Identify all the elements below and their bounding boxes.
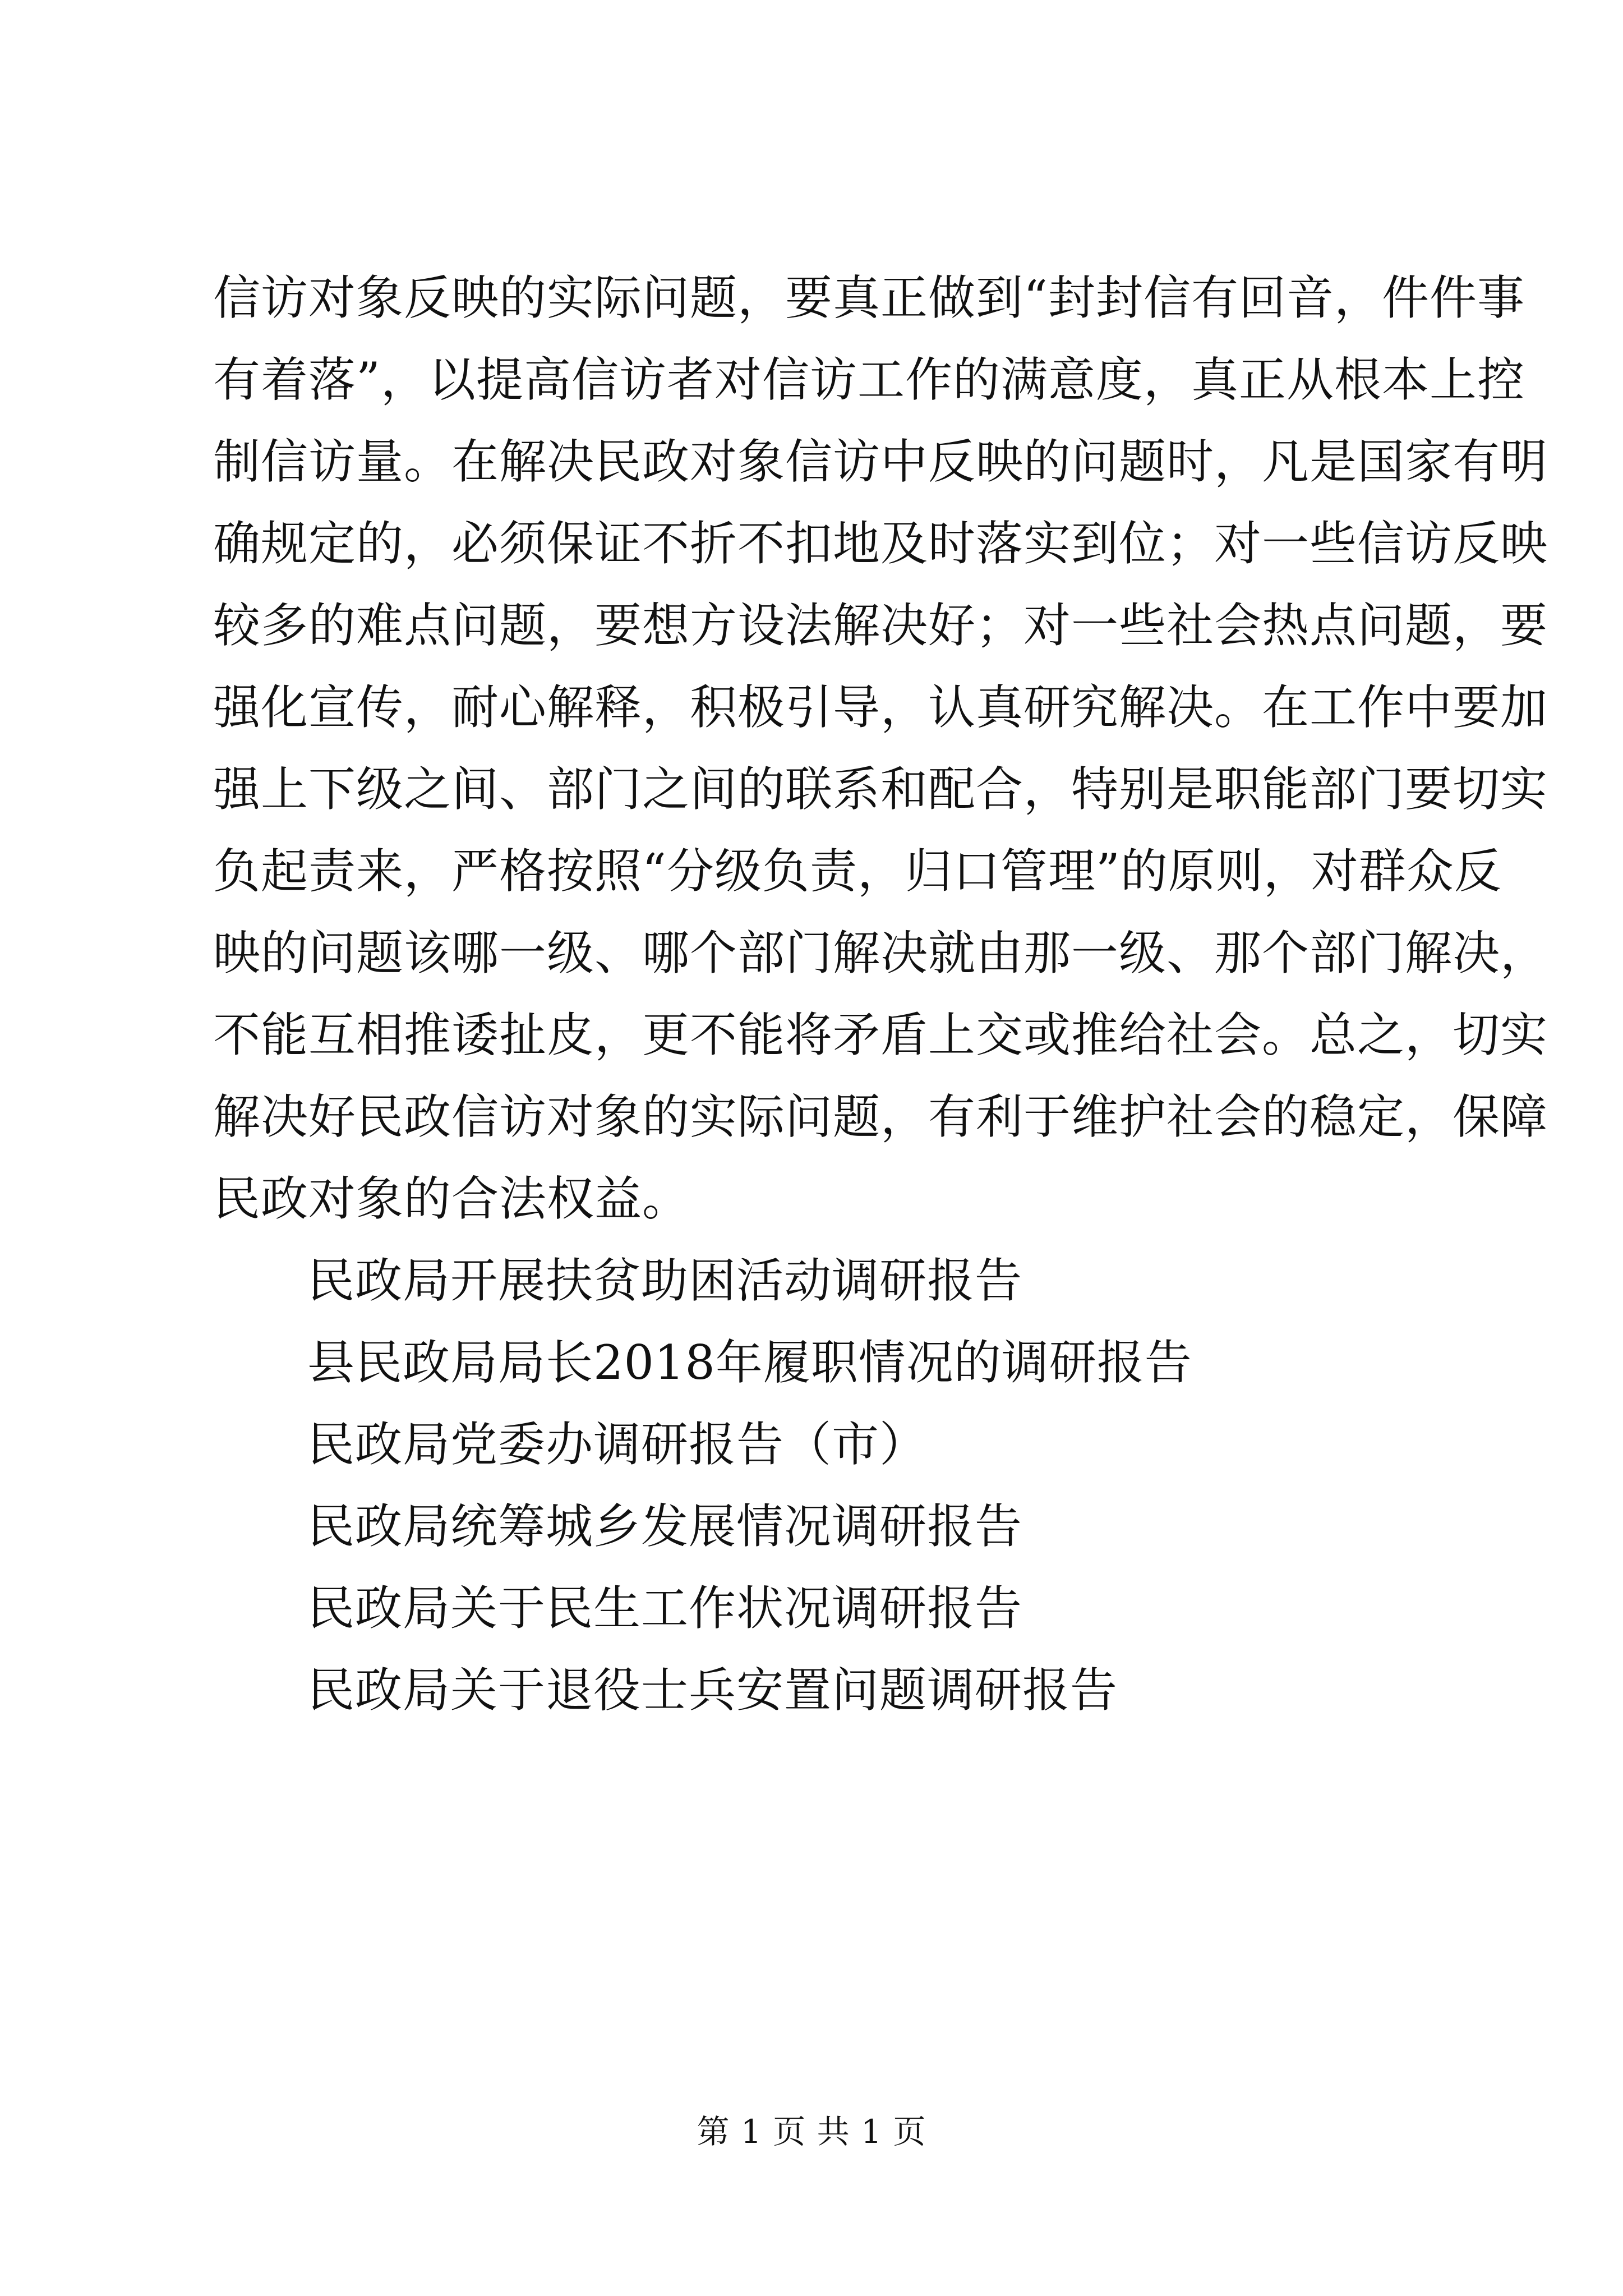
related-title: 民政局党委办调研报告（市） xyxy=(307,1417,928,1472)
paragraph-line: 确规定的，必须保证不折不扣地及时落实到位；对一些信访反映 xyxy=(213,516,1548,571)
paragraph-line: 解决好民政信访对象的实际问题，有利于维护社会的稳定，保障 xyxy=(213,1089,1548,1144)
paragraph-line: 信访对象反映的实际问题，要真正做到“封封信有回音，件件事 xyxy=(213,270,1525,325)
related-title: 民政局关于民生工作状况调研报告 xyxy=(307,1581,1023,1636)
paragraph-line: 强化宣传，耐心解释，积极引导，认真研究解决。在工作中要加 xyxy=(213,680,1548,735)
paragraph-line: 制信访量。在解决民政对象信访中反映的问题时，凡是国家有明 xyxy=(213,434,1548,489)
related-title: 县民政局局长2018年履职情况的调研报告 xyxy=(307,1335,1192,1390)
paragraph-line: 不能互相推诿扯皮，更不能将矛盾上交或推给社会。总之，切实 xyxy=(213,1007,1548,1062)
document-body xyxy=(213,257,1548,1731)
paragraph-line: 民政对象的合法权益。 xyxy=(213,1171,690,1226)
page-footer: 第 1 页 共 1 页 xyxy=(697,2113,926,2151)
paragraph-line: 负起责来，严格按照“分级负责，归口管理”的原则，对群众反 xyxy=(213,844,1502,899)
paragraph-line: 有着落”，以提高信访者对信访工作的满意度，真正从根本上控 xyxy=(213,352,1525,407)
related-title: 民政局关于退役士兵安置问题调研报告 xyxy=(307,1663,1118,1718)
paragraph-line: 映的问题该哪一级、哪个部门解决就由那一级、那个部门解决， xyxy=(213,926,1548,981)
related-title: 民政局统筹城乡发展情况调研报告 xyxy=(307,1499,1023,1554)
paragraph-line: 较多的难点问题，要想方设法解决好；对一些社会热点问题，要 xyxy=(213,598,1548,653)
paragraph-line: 强上下级之间、部门之间的联系和配合，特别是职能部门要切实 xyxy=(213,762,1548,817)
related-title: 民政局开展扶贫助困活动调研报告 xyxy=(307,1253,1023,1308)
